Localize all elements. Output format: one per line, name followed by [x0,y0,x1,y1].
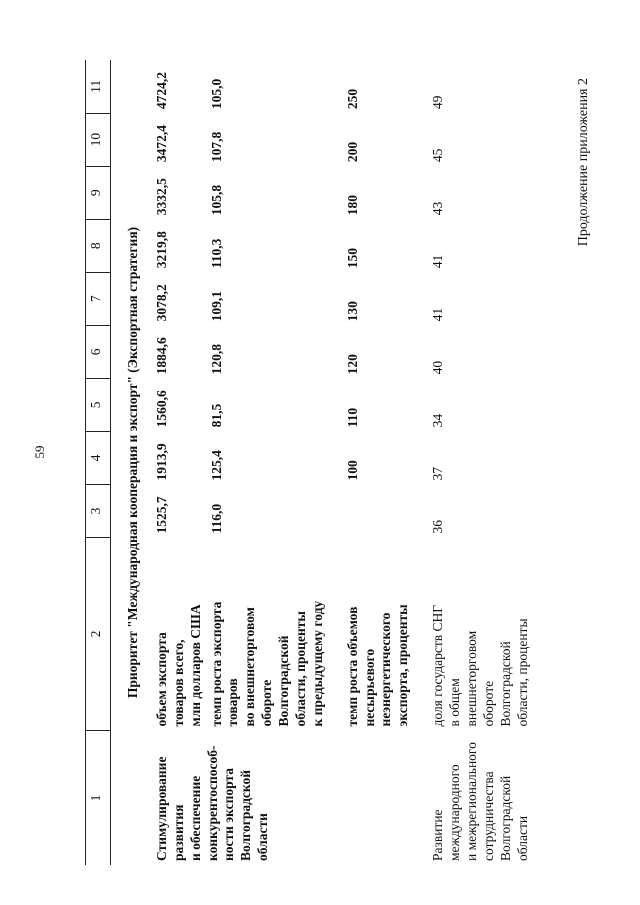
value-cell: 109,1 [208,290,224,322]
value-cell: 3472,4 [153,125,169,163]
value-cell: 40 [430,360,446,375]
column-number: 9 [86,166,111,219]
indicator-cell: темп роста объемов несырьевого неэнергетического экспорта, проценты [344,604,411,727]
value-cell: 110 [344,407,360,428]
value-cell: 36 [430,520,446,534]
value-cell [329,484,415,537]
value-cell: 3332,5 [153,178,169,216]
column-number: 10 [86,113,111,166]
value-cell: 110,3 [208,238,224,269]
value-cell: 37 [430,466,446,481]
value-cell: 100 [344,460,360,481]
column-number: 6 [86,325,111,378]
value-cell: 105,8 [208,184,224,216]
table-row [414,60,533,865]
value-cell: 81,5 [208,403,224,428]
value-cell: 1913,9 [153,443,169,481]
direction-cell: Стимулирование развития и обеспечение конкурентоспособ- ности экспорта Волгоградской области [153,745,271,861]
value-cell: 45 [430,148,446,163]
value-cell: 4724,2 [153,72,169,110]
column-number-row [86,60,111,865]
column-number: 4 [86,431,111,484]
table-row [152,60,207,865]
value-cell: 41 [430,254,446,269]
value-cell: 3219,8 [153,231,169,269]
value-cell: 41 [430,307,446,322]
value-cell: 130 [344,301,360,322]
value-cell: 49 [430,95,446,110]
value-cell: 120 [344,354,360,375]
value-cell: 180 [344,194,360,216]
value-cell: 43 [430,201,446,216]
value-cell: 105,0 [208,78,224,110]
page-number: 59 [32,445,47,459]
value-cell: 3078,2 [153,284,169,322]
column-number: 11 [86,60,111,113]
value-cell: 125,4 [208,450,224,481]
value-cell: 34 [430,413,446,428]
column-number: 8 [86,219,111,272]
value-cell: 1525,7 [153,496,169,534]
column-number: 1 [86,731,111,866]
indicator-cell: объем экспорта товаров всего, млн долларов США [153,604,203,727]
value-cell: 1560,6 [153,390,169,428]
value-cell: 120,8 [208,343,224,375]
priority-row [111,60,152,865]
value-cell: 250 [344,88,360,110]
value-cell: 200 [344,141,360,163]
priority-title: Приоритет "Международная кооперация и экспорт" (Экспортная стратегия) [125,226,140,699]
value-cell: 107,8 [208,131,224,163]
continuation-label: Продолжение приложения 2 [576,78,591,247]
column-number: 2 [86,538,111,731]
indicator-cell: темп роста экспорта товаров во внешнеторговом обороте Волгоградской области, проценты к предыдущему году [208,600,325,727]
value-cell: 150 [344,248,360,269]
direction-cell: Развитие международного и межрегионального сотрудничества Волгоградской области [430,742,530,861]
indicator-cell: доля государств СНГ в общем внешнеторговом обороте Волгоградской области, проценты [430,604,530,727]
value-cell: 116,0 [208,503,224,534]
document-table [85,60,533,865]
column-number: 7 [86,272,111,325]
column-number: 3 [86,484,111,537]
column-number: 5 [86,378,111,431]
value-cell: 1884,6 [153,337,169,375]
